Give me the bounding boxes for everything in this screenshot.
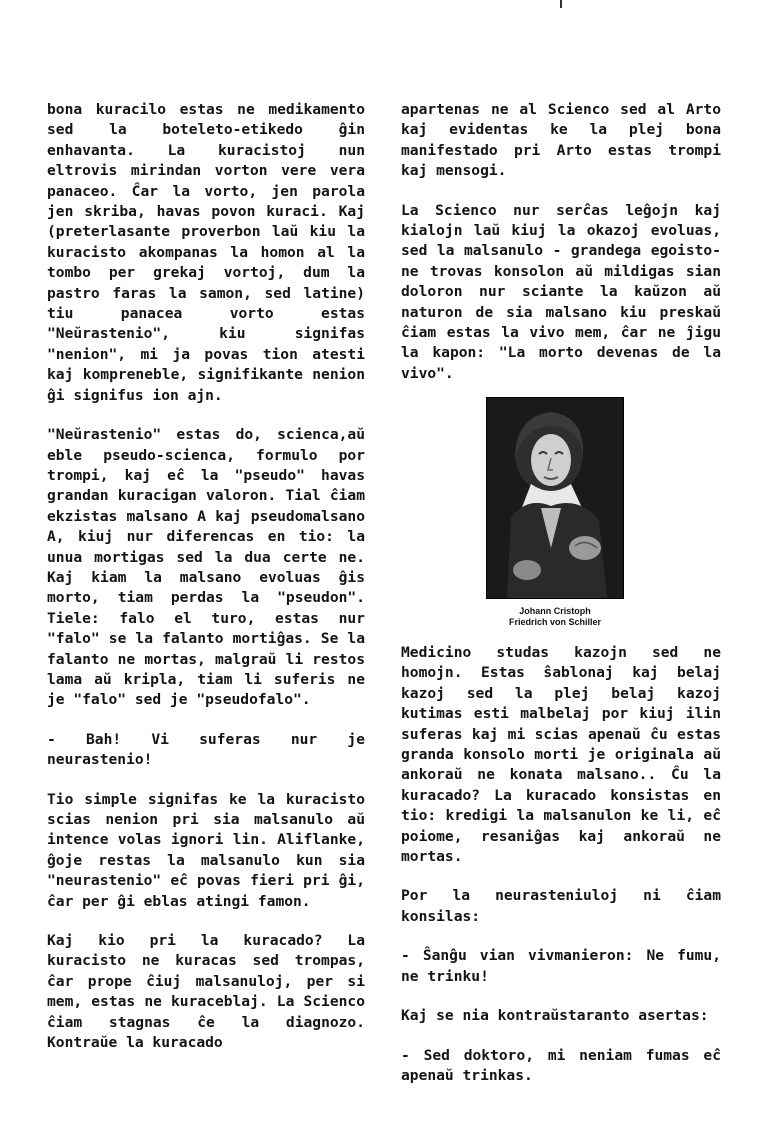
paragraph: Kaj kio pri la kuracado? La kuracisto ne kuracas sed trompas, ĉar prope ĉiuj malsanuloj, per si mem, estas ne kuraceblaj. La Scienco ĉiam stagnas ĉe la diagnozo. Kontraŭe la kuracado	[47, 932, 365, 1052]
paragraph: "Neŭrastenio" estas do, scienca,aŭ eble pseudo-scienca, formulo por trompi, kaj eĉ la "pseudo" havas grandan kuracigan valoron. Tial ĉiam ekzistas malsano A kaj pseudomalsano A, kiuj nur diferencas en tio: la unua mortigas sed la dua certe ne. Kaj kiam la malsano evoluas ĝis morto, tiam perdas la "pseudon". Tiele: falo el turo, estas nur "falo" se la falanto mortiĝas. Se la falanto ne mortas, malgraŭ li restos lama aŭ kripla, tiam li suferis ne je "falo" sed je "pseudofalo".	[47, 426, 365, 709]
paragraph: Tio simple signifas ke la kuracisto scias nenion pri sia malsanulo aŭ intence volas ignori lin. Aliflanke, ĝoje restas la malsanulo kun sia "neurastenio" eĉ povas fieri pri ĝi, ĉar per ĝi eblas atingi famon.	[47, 790, 365, 910]
paragraph: Kaj se nia kontraŭstaranto asertas:	[401, 1007, 709, 1025]
caption-line: Johann Cristoph	[519, 606, 591, 616]
caption-line: Friedrich von Schiller	[508, 617, 602, 627]
portrait-caption	[486, 606, 624, 628]
scan-mark	[560, 0, 572, 8]
paragraph: - Sed doktoro, mi neniam fumas eĉ apenaŭ trinkas.	[401, 1046, 721, 1084]
portrait-image	[486, 397, 624, 599]
right-column-top	[401, 100, 721, 403]
paragraph: bona kuracilo estas ne medikamento sed la boteleto-etikedo ĝin enhavanta. La kuracistoj nun eltrovis mirindan vorton vere vera panaceo. Ĉar la vorto, jen parola jen skriba, havas povon kuraci. Kaj (preterlasante proverbon laŭ kiu la kuracisto akompanas la homon al la tombo per grekaj vortoj, dum la pastro faras la samon, sed latine) tiu panacea vorto estas "Neŭrastenio", kiu signifas "nenion", mi ja povas tion atesti kaj kompreneble, signifikante nenion ĝi signifus ion ajn.	[47, 101, 365, 404]
paragraph: apartenas ne al Scienco sed al Arto kaj evidentas ke la plej bona manifestado pri Arto estas trompi kaj mensogi.	[401, 101, 721, 180]
right-column-bottom	[401, 643, 721, 1105]
portrait-figure	[486, 397, 624, 628]
paragraph: - Ŝanĝu vian vivmanieron: Ne fumu, ne trinku!	[401, 947, 721, 985]
paragraph: Por la neurasteniuloj ni ĉiam konsilas:	[401, 887, 721, 925]
left-column	[47, 100, 365, 1072]
paragraph: La Scienco nur serĉas leĝojn kaj kialojn laŭ kiuj la okazoj evoluas, sed la malsanulo - grandega egoisto-ne trovas konsolon aŭ mildigas sian doloron nur sciante la kaŭzon aŭ naturon de sia malsano kiu preskaŭ ĉiam estas la vivo mem, ĉar ne ĵigu la kapon: "La morto devenas de la vivo".	[401, 201, 721, 382]
paragraph: - Bah! Vi suferas nur je neurastenio!	[47, 730, 365, 769]
paragraph: Medicino studas kazojn sed ne homojn. Estas ŝablonaj kaj belaj kazoj sed la plej belaj kazoj kutimas esti malbelaj por kiuj ilin suferas kaj mi scias apenaŭ ĉu estas granda konsolo morti je originala aŭ ankoraŭ ne konata malsano.. Ĉu la kuracado? La kuracado konsistas en tio: kredigi la malsanulon ke li, eĉ poiome, resaniĝas kaj ankoraŭ ne mortas.	[401, 644, 721, 866]
